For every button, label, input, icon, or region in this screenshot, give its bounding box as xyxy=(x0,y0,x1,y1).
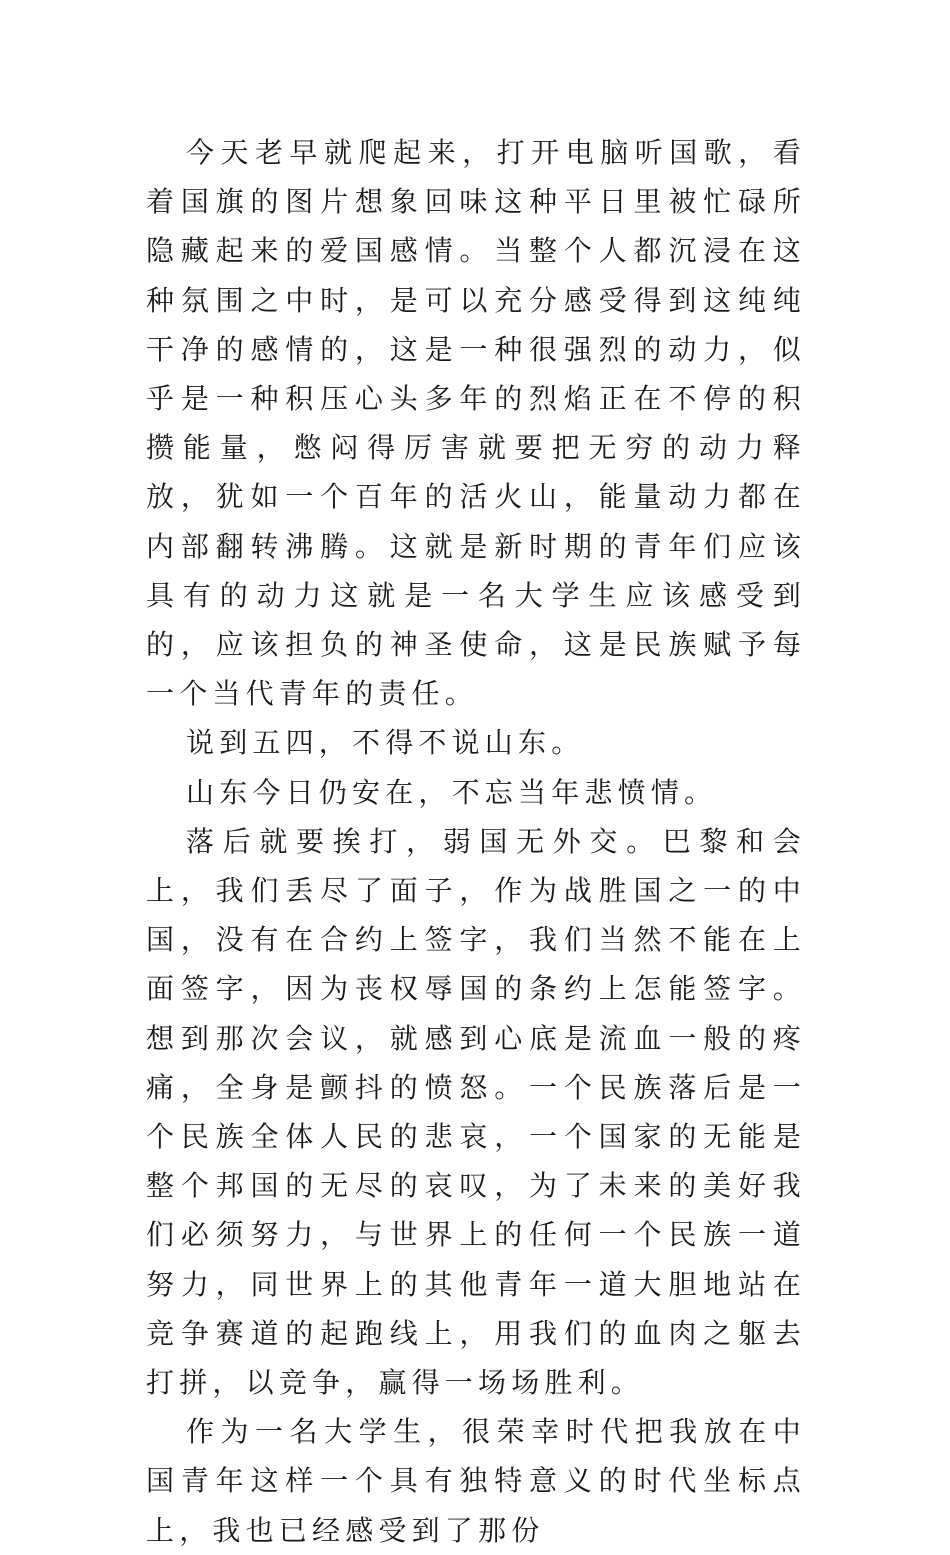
paragraph-4: 落后就要挨打，弱国无外交。巴黎和会上，我们丢尽了面子，作为战胜国之一的中国，没有在合约上签字，我们当然不能在上面签字，因为丧权辱国的条约上怎能签字。想到那次会议，就感到心底是流血一般的疼痛，全身是颤抖的愤怒。一个民族落后是一个民族全体人民的悲哀，一个国家的无能是整个邦国的无尽的哀叹，为了未来的美好我们必须努力，与世界上的任何一个民族一道努力，同世界上的其他青年一道大胆地站在竞争赛道的起跑线上，用我们的血肉之躯去打拼，以竞争，赢得一场场胜利。 xyxy=(146,824,806,1400)
paragraph-1: 今天老早就爬起来，打开电脑听国歌，看着国旗的图片想象回味这种平日里被忙碌所隐藏起来的爱国感情。当整个人都沉浸在这种氛围之中时，是可以充分感受得到这纯纯干净的感情的，这是一种很强烈的动力，似乎是一种积压心头多年的烈焰正在不停的积攒能量，憋闷得厉害就要把无穷的动力释放，犹如一个百年的活火山，能量动力都在内部翻转沸腾。这就是新时期的青年们应该具有的动力这就是一名大学生应该感受到的，应该担负的神圣使命，这是民族赋予每一个当代青年的责任。 xyxy=(146,136,806,711)
paragraph-3: 山东今日仍安在，不忘当年悲愤情。 xyxy=(186,775,718,809)
paragraph-2: 说到五四，不得不说山东。 xyxy=(186,726,585,760)
paragraph-5: 作为一名大学生，很荣幸时代把我放在中国青年这样一个具有独特意义的时代坐标点上，我也已经感受到了那份 xyxy=(146,1415,806,1547)
document-body xyxy=(146,128,806,1555)
